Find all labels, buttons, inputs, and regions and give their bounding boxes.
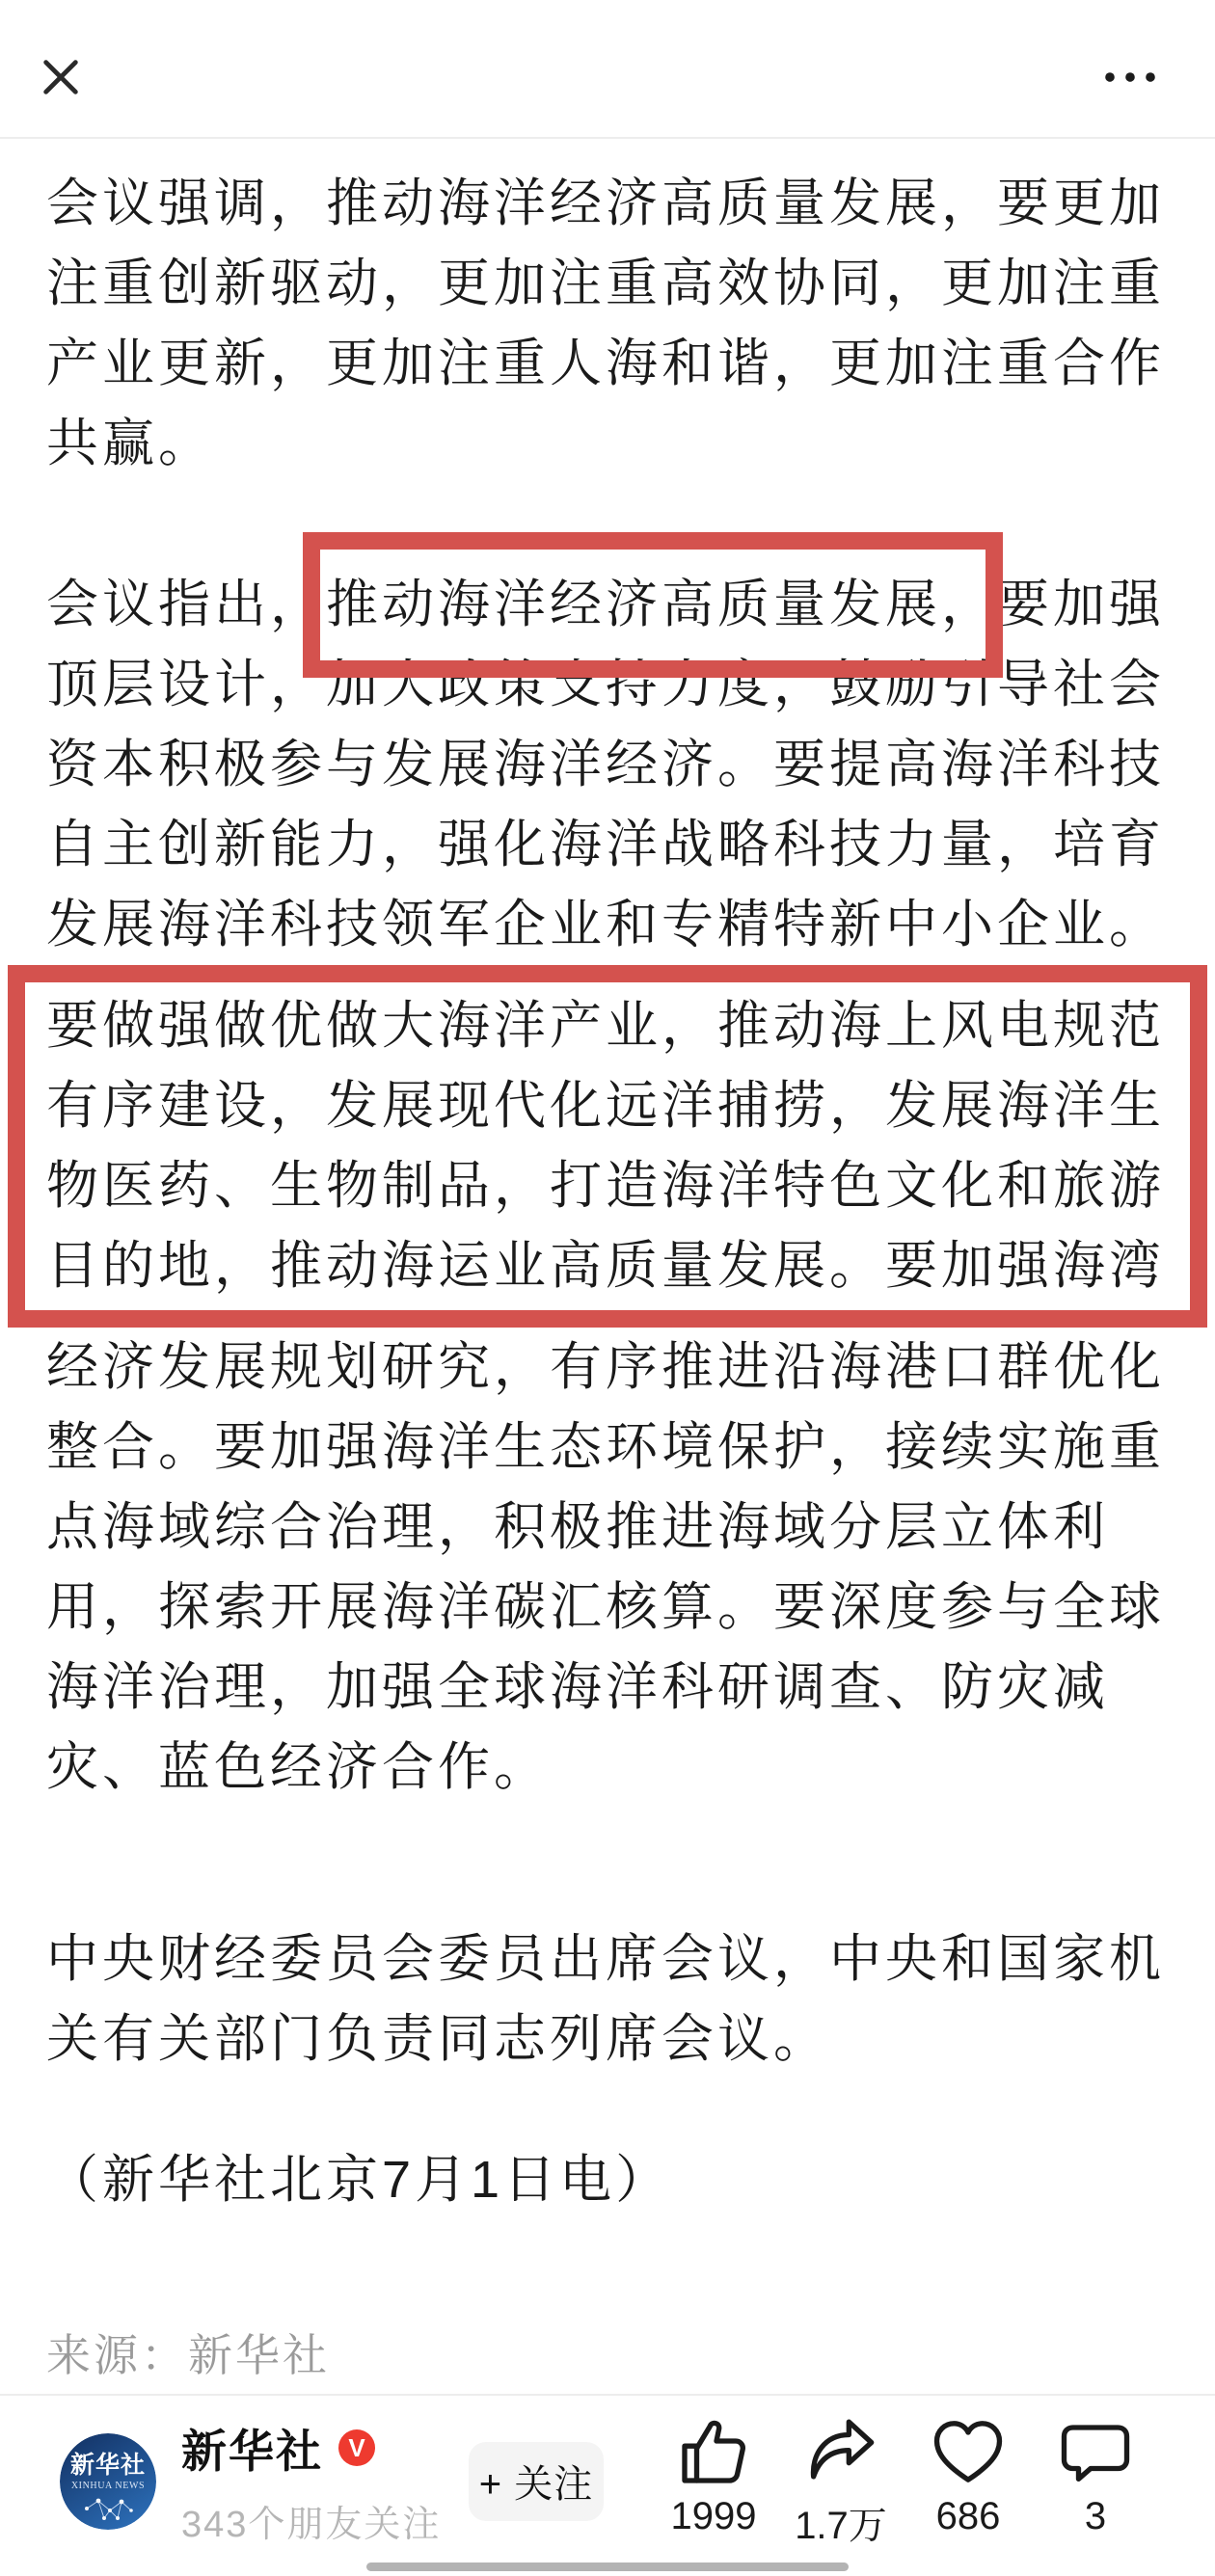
article-line: 海洋治理，加强全球海洋科研调查、防灾减 [46, 1658, 1109, 1716]
article-line: 整合。要加强海洋生态环境保护，接续实施重 [46, 1418, 1165, 1476]
share-arrow-icon [802, 2412, 879, 2491]
comment-bubble-icon [1057, 2412, 1134, 2491]
highlighted-line: 有序建设，发展现代化远洋捕捞，发展海洋生 [46, 1077, 1165, 1135]
share-button[interactable] [793, 2412, 889, 2550]
like-count: 1999 [670, 2495, 757, 2537]
avatar-title-text: 新华社 [69, 2451, 147, 2479]
like-button[interactable] [665, 2412, 762, 2550]
line-text: 要加强 [997, 576, 1165, 633]
followers-count: 343个朋友关注 [181, 2504, 442, 2545]
article-line: 产业更新，更加注重人海和谐，更加注重合作 [46, 335, 1165, 392]
publisher-info [181, 2416, 469, 2547]
source-label: 来源：新华社 [46, 2330, 330, 2380]
article-line: 灾、蓝色经济合作。 [46, 1738, 550, 1796]
line-text: 会议指出， [46, 576, 326, 633]
publisher-footer [0, 2394, 1215, 2576]
favorite-count: 686 [935, 2495, 1001, 2537]
share-count: 1.7万 [795, 2505, 887, 2547]
comment-count: 3 [1084, 2495, 1107, 2537]
article-line: 发展海洋科技领军企业和专精特新中小企业。 [46, 896, 1165, 953]
thumbs-up-icon [675, 2412, 752, 2491]
highlighted-text: 推动海洋经济高质量发展， [326, 576, 997, 633]
close-button[interactable] [37, 54, 85, 102]
article-line: 经济发展规划研究，有序推进沿海港口群优化 [46, 1338, 1165, 1396]
article-line: 共赢。 [46, 415, 214, 472]
paragraph-3 [46, 1919, 1169, 2080]
article-line: 会议强调，推动海洋经济高质量发展，要更加 [46, 174, 1165, 232]
favorite-button[interactable] [920, 2412, 1016, 2550]
highlighted-line: 目的地，推动海运业高质量发展。要加强海湾 [46, 1237, 1165, 1295]
article-line: 点海域综合治理，积极推进海域分层立体利 [46, 1498, 1109, 1556]
article-line: 注重创新驱动，更加注重高效协同，更加注重 [46, 255, 1165, 312]
verified-badge-icon: V [338, 2429, 375, 2466]
article-line [46, 565, 1169, 645]
more-dots-icon [1103, 72, 1157, 87]
close-icon [39, 88, 83, 102]
top-bar [0, 0, 1215, 139]
article-line: 关有关部门负责同志列席会议。 [46, 2010, 829, 2068]
avatar-subtitle-text: XINHUA NEWS [70, 2480, 146, 2491]
more-menu-button[interactable] [1101, 67, 1159, 89]
follow-button[interactable]: + 关注 [469, 2442, 604, 2521]
highlighted-line: 要做强做优做大海洋产业，推动海上风电规范 [46, 997, 1165, 1055]
article-line: 中央财经委员会委员出席会议，中央和国家机 [46, 1930, 1165, 1988]
heart-icon [930, 2412, 1007, 2491]
red-annotation-box-block [8, 965, 1207, 1328]
paragraph-2 [46, 565, 1169, 1808]
red-annotation-box-inline [326, 565, 997, 645]
article-line: 用，探索开展海洋碳汇核算。要深度参与全球 [46, 1578, 1165, 1636]
paragraph-1 [46, 164, 1169, 484]
dateline-text: （新华社北京7月1日电） [46, 2151, 672, 2209]
article-body [0, 139, 1215, 2384]
publisher-avatar[interactable] [60, 2433, 156, 2530]
article-line: 顶层设计，加大政策支持力度，鼓励引导社会 [46, 656, 1165, 713]
article-line: 资本积极参与发展海洋经济。要提高海洋科技 [46, 736, 1165, 793]
dateline-paragraph [46, 2140, 1169, 2220]
article-line: 自主创新能力，强化海洋战略科技力量，培育 [46, 816, 1165, 873]
engagement-stats [665, 2412, 1144, 2550]
comment-button[interactable] [1047, 2412, 1144, 2550]
highlighted-line: 物医药、生物制品，打造海洋特色文化和旅游 [46, 1157, 1165, 1215]
home-indicator-handle[interactable] [366, 2563, 849, 2571]
publisher-name[interactable]: 新华社 [181, 2425, 323, 2477]
